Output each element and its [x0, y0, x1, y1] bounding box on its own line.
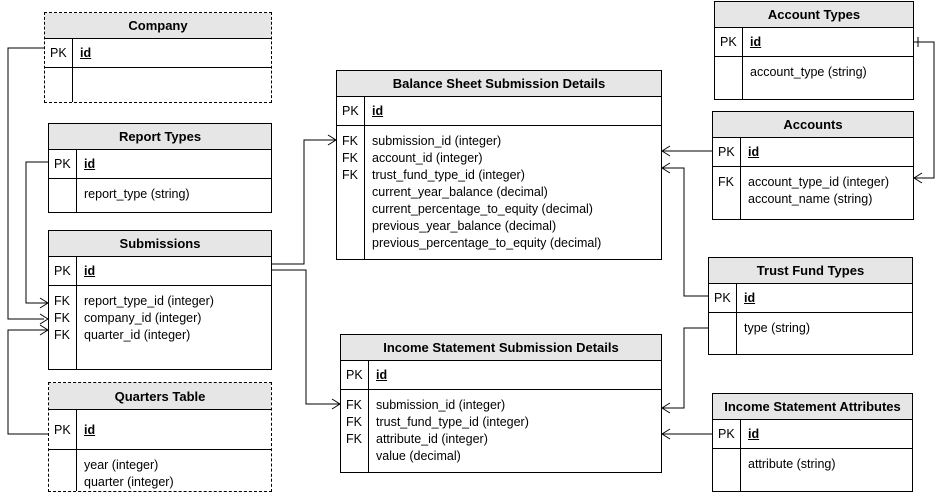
- entity-title: Quarters Table: [49, 383, 271, 410]
- field: current_percentage_to_equity (decimal): [372, 202, 593, 216]
- entity-title: Income Statement Submission Details: [341, 335, 661, 361]
- edge-submissions-incomestatement: [272, 270, 340, 404]
- field: quarter (integer): [84, 475, 174, 489]
- pk-row: PK id: [45, 39, 271, 68]
- field: year (integer): [84, 458, 159, 472]
- field: attribute (string): [748, 457, 836, 471]
- field: previous_percentage_to_equity (decimal): [372, 236, 602, 250]
- entity-accounts: [712, 111, 914, 220]
- field: account_type (string): [750, 65, 867, 79]
- field: current_year_balance (decimal): [372, 185, 548, 199]
- field-rows: [45, 68, 271, 102]
- edge-quarters-submissions: [8, 330, 48, 434]
- entity-trust-fund-types: [708, 257, 913, 355]
- entity-title: Trust Fund Types: [709, 258, 912, 284]
- pk-row: PK id: [713, 138, 913, 167]
- field: account_type_id (integer): [748, 175, 890, 189]
- field-rows: [49, 450, 271, 491]
- entity-report-types: [48, 123, 272, 213]
- edge-submissions-balancesheet: [272, 140, 336, 264]
- pk-row: PK id: [49, 150, 271, 179]
- pk-row: PK id: [49, 257, 271, 286]
- field-rows: FK FK FK report_type_id (integer) company_id (integer) quarter_id (integer): [49, 286, 271, 369]
- entity-income-statement-submission-details: [340, 334, 662, 473]
- entity-title: Company: [45, 13, 271, 39]
- entity-title: Account Types: [715, 2, 913, 28]
- field: previous_year_balance (decimal): [372, 219, 557, 233]
- field-rows: [713, 449, 912, 491]
- field: submission_id (integer): [372, 134, 502, 148]
- entity-title: Income Statement Attributes: [713, 394, 912, 420]
- pk-row: PK id: [49, 410, 271, 450]
- edge-trustfund-incomestatement: [662, 328, 708, 408]
- entity-company: [44, 12, 272, 103]
- entity-account-types: [714, 1, 914, 100]
- entity-title: Accounts: [713, 112, 913, 138]
- pk-row: PK id: [715, 28, 913, 57]
- entity-title: Balance Sheet Submission Details: [337, 71, 661, 97]
- field-rows: [49, 179, 271, 212]
- entity-balance-sheet-submission-details: [336, 70, 662, 260]
- field: report_type_id (integer): [84, 294, 214, 308]
- field-rows: FK FK FK submission_id (integer) account_id (integer) trust_fund_type_id (integer) current_year_balance (decimal) current_percentage_to_equity (decimal) previous_year_balance (decimal) previous_percentage_to_equity (decimal): [337, 126, 661, 259]
- pk-row: PK id: [713, 420, 912, 449]
- edge-accounttypes-accounts: [914, 42, 934, 178]
- edge-trustfund-balancesheet: [662, 168, 708, 296]
- field: company_id (integer): [84, 311, 202, 325]
- field: type (string): [744, 321, 810, 335]
- field: report_type (string): [84, 187, 190, 201]
- entity-title: Submissions: [49, 231, 271, 257]
- pk-row: PK id: [709, 284, 912, 313]
- field-rows: FK FK FK submission_id (integer) trust_fund_type_id (integer) attribute_id (integer) value (decimal): [341, 390, 661, 472]
- field-rows: FK account_type_id (integer) account_name (string): [713, 167, 913, 219]
- field: value (decimal): [376, 449, 461, 463]
- field: trust_fund_type_id (integer): [372, 168, 525, 182]
- field-rows: [715, 57, 913, 99]
- field: account_name (string): [748, 192, 873, 206]
- pk-row: PK id: [341, 361, 661, 390]
- field: quarter_id (integer): [84, 328, 191, 342]
- edge-reporttypes-submissions: [26, 162, 48, 303]
- pk-row: PK id: [337, 97, 661, 126]
- field-rows: [709, 313, 912, 354]
- entity-title: Report Types: [49, 124, 271, 150]
- entity-submissions: [48, 230, 272, 370]
- field: trust_fund_type_id (integer): [376, 415, 529, 429]
- field: submission_id (integer): [376, 398, 506, 412]
- entity-quarters-table: [48, 382, 272, 492]
- entity-income-statement-attributes: [712, 393, 913, 492]
- field: attribute_id (integer): [376, 432, 488, 446]
- field: account_id (integer): [372, 151, 483, 165]
